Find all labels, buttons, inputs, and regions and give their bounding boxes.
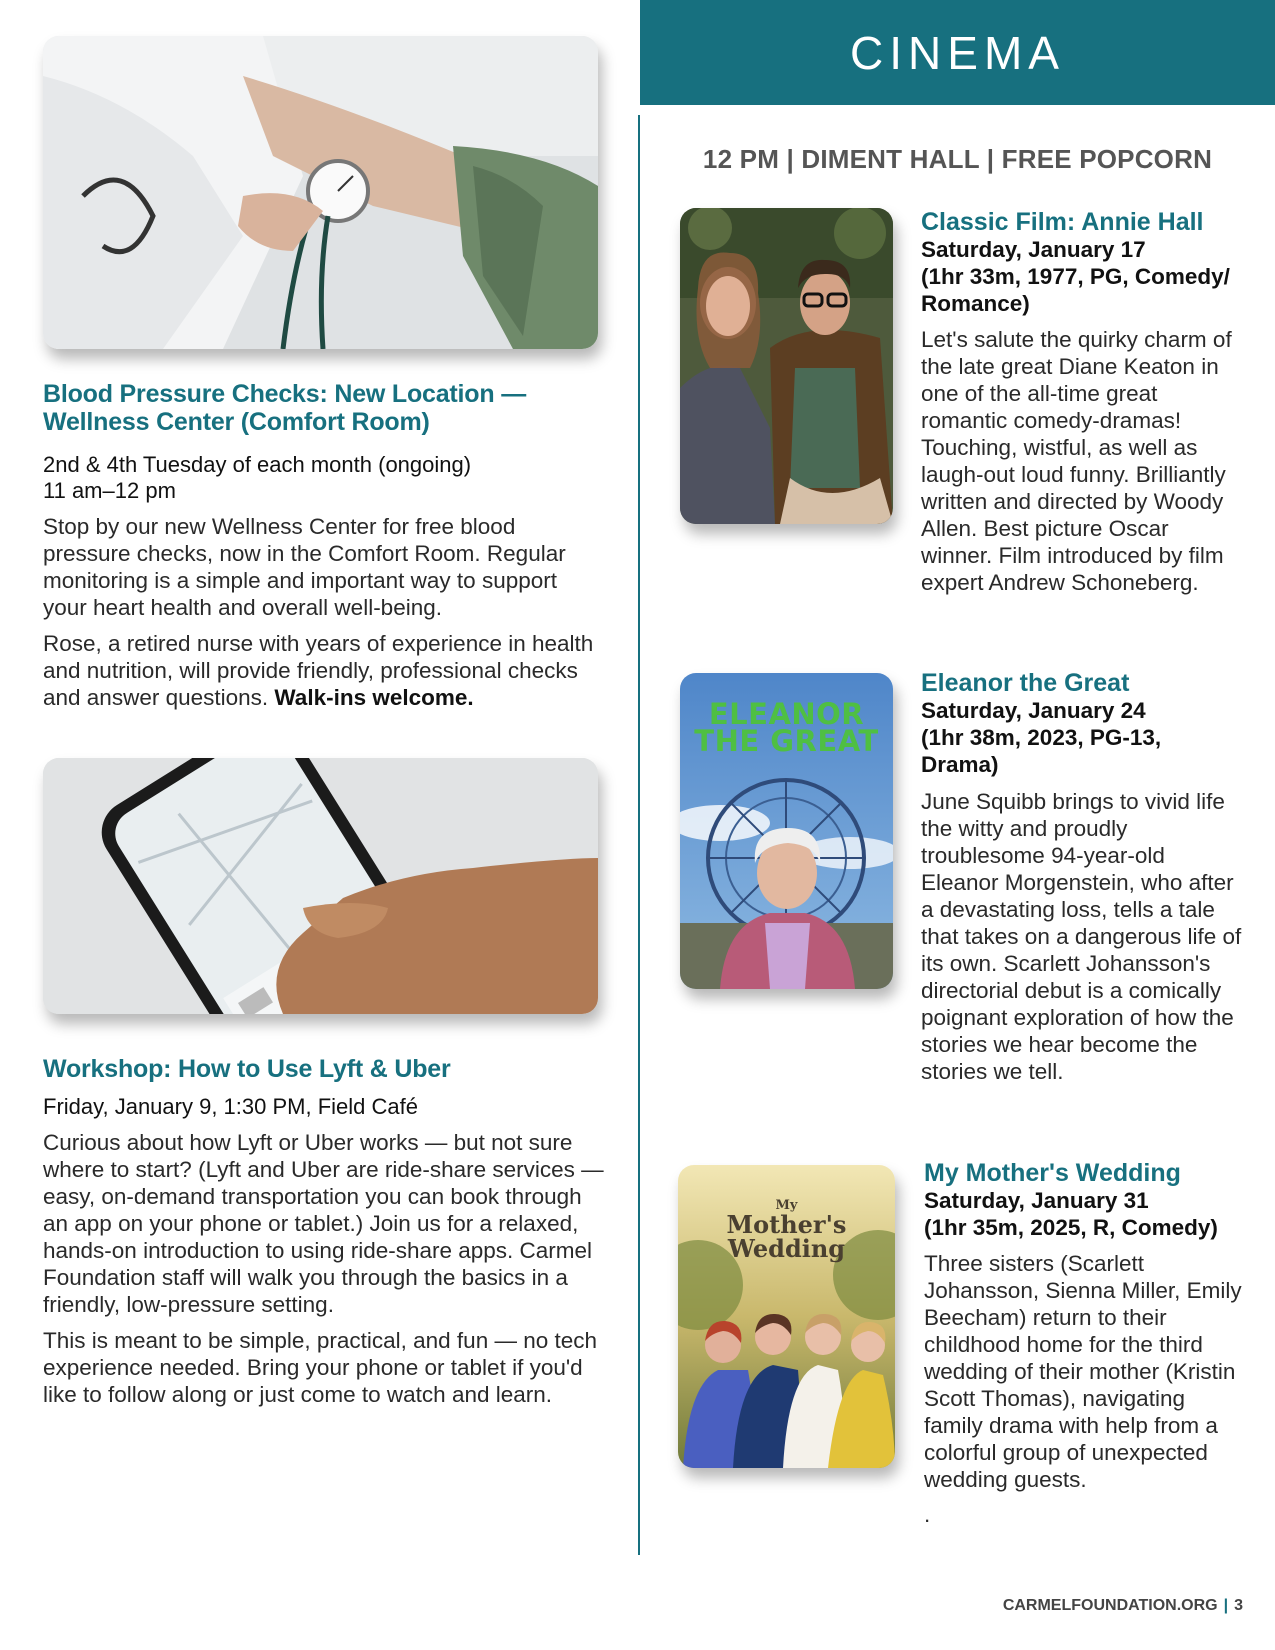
film-3-description: Three sisters (Scarlett Johansson, Sienna Miller, Emily Beecham) return to their childhood home for the third wedding of their mother (Kristin Scott Thomas), navigating family drama with help from a colorful group of unexpected wedding guests. . <box>924 1250 1246 1528</box>
blood-pressure-photo <box>43 36 598 349</box>
walk-ins-note: Walk-ins welcome. <box>274 685 474 710</box>
film-2-date: Saturday, January 24 <box>921 698 1146 723</box>
bp-description <box>43 513 603 720</box>
workshop-title: Workshop: How to Use Lyft & Uber <box>43 1055 451 1083</box>
page-number: 3 <box>1234 1597 1243 1614</box>
film-1-title: Classic Film: Annie Hall <box>921 208 1204 236</box>
film-1-description: Let's salute the quirky charm of the late great Diane Keaton in one of the all-time great romantic comedy-dramas! Touching, wistful, as well as laugh-out loud funny. Brilliantly written and directed by Woody Allen. Best picture Oscar winner. Film introduced by film expert Andrew Schoneberg. <box>921 327 1232 595</box>
bp-para-2: Rose, a retired nurse with years of experience in health and nutrition, will provide friendly, professional checks and answer questions. Walk-ins welcome. <box>43 631 594 710</box>
cinema-heading: CINEMA <box>850 27 1065 79</box>
annie-hall-poster <box>680 208 893 524</box>
bp-title: Blood Pressure Checks: New Location — Wellness Center (Comfort Room) <box>43 380 526 436</box>
cinema-subhead: 12 PM | DIMENT HALL | FREE POPCORN <box>702 144 1213 174</box>
wedding-poster-title: My Mother's Wedding <box>726 1198 847 1263</box>
workshop-para-1: Curious about how Lyft or Uber works — but not sure where to start? (Lyft and Uber are ride-share services — easy, on-demand transportation you can book through an app on your phone or tablet.) Join us for a relaxed, hands-on introduction to using ride-share apps. Carmel Foundation staff will walk you through the basics in a friendly, low-pressure setting. <box>43 1130 604 1317</box>
film-1-date: Saturday, January 17 <box>921 237 1146 262</box>
eleanor-poster-title: ELEANOR THE GREAT <box>694 697 879 758</box>
my-mothers-wedding-poster <box>678 1165 895 1468</box>
bp-schedule: 2nd & 4th Tuesday of each month (ongoing) 11 am–12 pm <box>43 452 472 503</box>
workshop-schedule: Friday, January 9, 1:30 PM, Field Café <box>43 1094 418 1119</box>
rideshare-phone-photo <box>43 758 598 1014</box>
film-2-meta: Saturday, January 24 (1hr 38m, 2023, PG-13, Drama) <box>921 697 1256 778</box>
film-2-description: June Squibb brings to vivid life the witty and proudly troublesome 94-year-old Eleanor Morgenstein, who after a devastating loss, tells a tale that takes on a dangerous life of its own. Scarlett Johansson's directorial debut is a comically poignant exploration of how the stories we hear become the stories we tell. <box>921 789 1242 1084</box>
bp-para-1: Stop by our new Wellness Center for free blood pressure checks, now in the Comfort Room. Regular monitoring is a simple and important way to support your heart health and overall well-being. <box>43 514 566 620</box>
footer-site: CARMELFOUNDATION.ORG <box>1002 1597 1218 1614</box>
page-footer <box>1003 1597 1243 1615</box>
film-1-meta: Saturday, January 17 (1hr 33m, 1977, PG, Comedy/ Romance) <box>921 236 1256 317</box>
workshop-para-2: This is meant to be simple, practical, and fun — no tech experience needed. Bring your phone or tablet if you'd like to follow along or just come to watch and learn. <box>43 1328 598 1407</box>
workshop-description <box>43 1129 608 1417</box>
film-2-title: Eleanor the Great <box>921 669 1130 697</box>
film-3-trailing-dot: . <box>924 1502 931 1527</box>
eleanor-the-great-poster <box>680 673 893 989</box>
footer-separator: | <box>1223 1597 1229 1614</box>
column-divider <box>638 115 640 1555</box>
film-3-date: Saturday, January 31 <box>924 1188 1149 1213</box>
cinema-banner <box>640 0 1275 105</box>
film-3-meta: Saturday, January 31 (1hr 35m, 2025, R, Comedy) <box>924 1187 1259 1241</box>
film-3-title: My Mother's Wedding <box>924 1159 1181 1187</box>
